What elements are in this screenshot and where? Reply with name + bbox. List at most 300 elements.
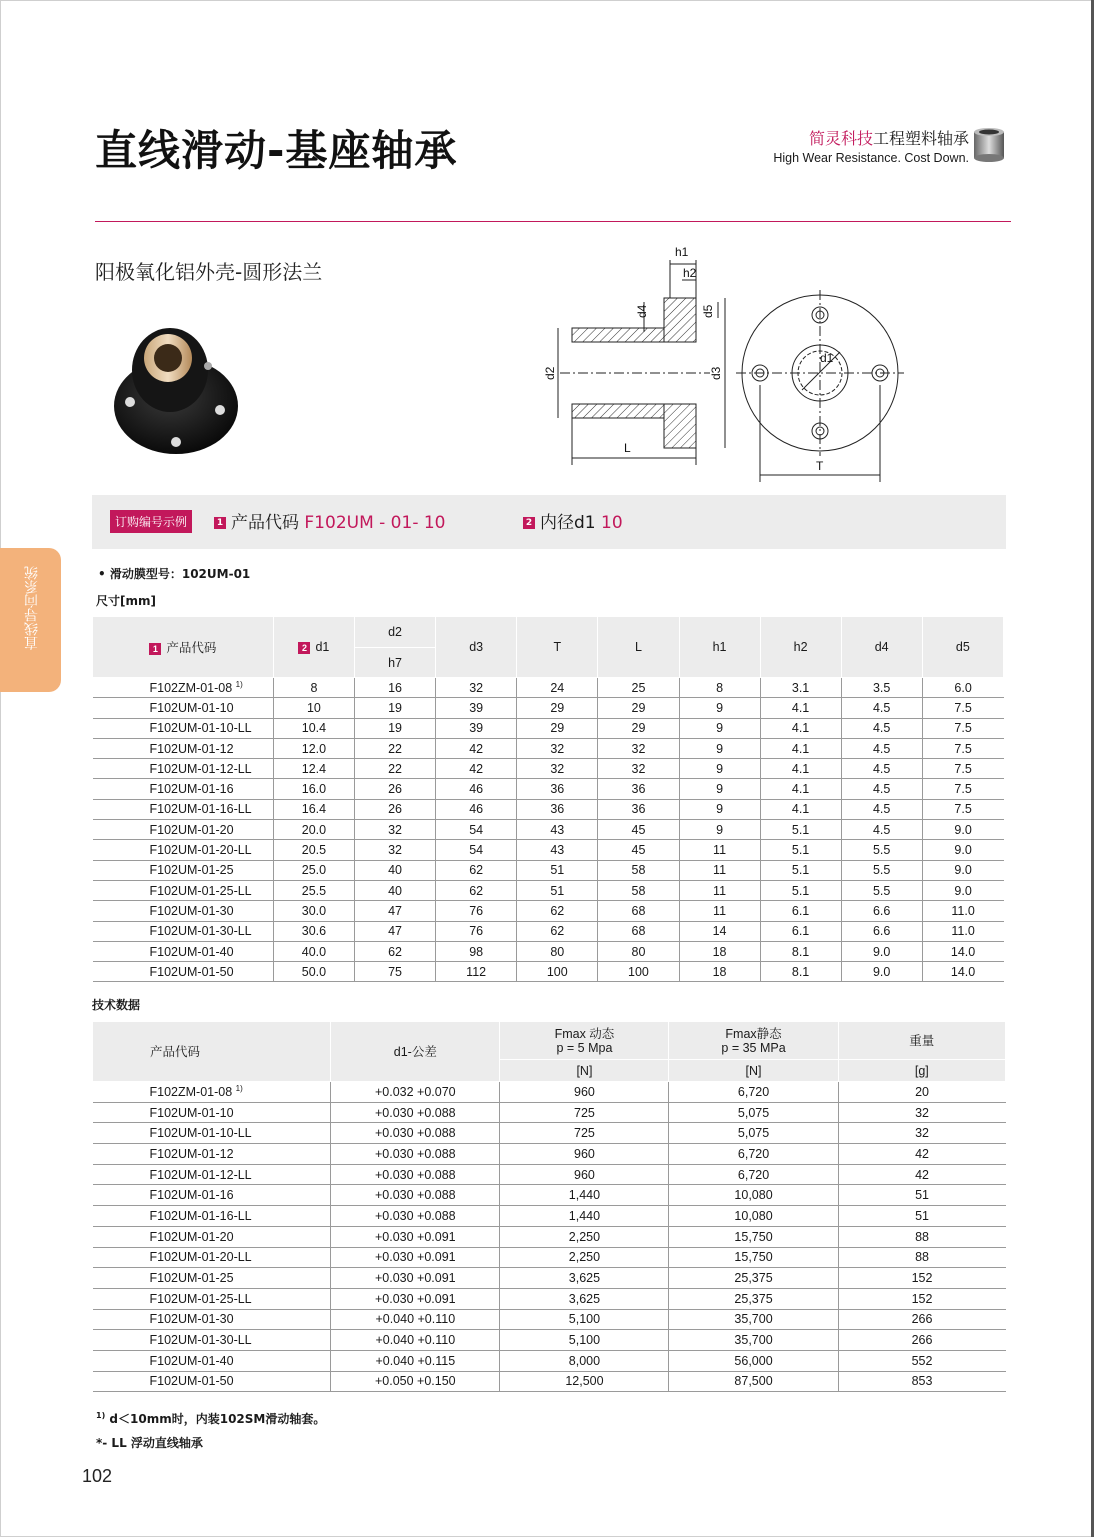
- t2-cell-value: 20: [915, 1084, 929, 1099]
- t1-cell-value: 25.0: [301, 863, 327, 878]
- table-row: [93, 901, 1004, 921]
- section-subtitle: 阳极氧化铝外壳-圆形法兰: [95, 260, 323, 284]
- t1-cell-value: 36: [631, 782, 646, 797]
- t2-cell-value: 87,500: [734, 1374, 773, 1389]
- footnote-1-text: d＜10mm时，内装102SM滑动轴套。: [109, 1412, 326, 1426]
- t1-cell: [760, 901, 841, 921]
- table-row: [93, 820, 1004, 840]
- t1-cell: [598, 860, 679, 880]
- t1-cell: [517, 718, 598, 738]
- table-row: [93, 1309, 1006, 1330]
- t1-cell-value: 8: [716, 680, 724, 695]
- t2-cell-value: 15,750: [734, 1229, 773, 1244]
- t1-cell-value: 43: [550, 843, 565, 858]
- t1-cell-value: 46: [469, 802, 484, 817]
- t2-cell: [669, 1164, 838, 1185]
- t1-cell-value: 22: [388, 761, 403, 776]
- t2-cell: [838, 1144, 1005, 1165]
- t1-cell-value: 4.5: [872, 700, 891, 715]
- t1-cell-value: 54: [469, 843, 484, 858]
- dimensions-table: [92, 616, 1004, 982]
- t2-cell-value: F102UM-01-40: [149, 1353, 234, 1368]
- t1-cell-value: 7.5: [954, 741, 972, 756]
- t1-cell-value: 51: [550, 883, 565, 898]
- t1-cell: [517, 840, 598, 860]
- t1-cell-value: 62: [388, 944, 403, 959]
- t1-cell-value: 32: [631, 761, 646, 776]
- t1-cell: [679, 678, 760, 698]
- t1-cell: [922, 840, 1003, 860]
- t1-cell: [355, 840, 436, 860]
- t2-cell: [838, 1102, 1005, 1123]
- t1-cell: [679, 921, 760, 941]
- table-row: [93, 678, 1004, 698]
- t1-cell: [760, 921, 841, 941]
- t2-cell-value: F102UM-01-30-LL: [149, 1333, 252, 1348]
- t1-cell: [273, 901, 354, 921]
- t2-cell-value: 2,250: [568, 1250, 601, 1265]
- t2-cell-value: 5,075: [737, 1126, 770, 1141]
- t1-cell: [355, 759, 436, 779]
- t2-cell-value: 266: [911, 1312, 933, 1327]
- t1-cell-value: 32: [631, 741, 646, 756]
- table-row: [93, 1268, 1006, 1289]
- t2-cell-value: F102UM-01-25-LL: [149, 1291, 252, 1306]
- t1-cell: [436, 921, 517, 941]
- t1-cell: [436, 901, 517, 921]
- t1-cell: [679, 799, 760, 819]
- t1-cell: [355, 718, 436, 738]
- t1-cell: [355, 880, 436, 900]
- t1-cell-value: 58: [631, 883, 646, 898]
- t2-cell-value: +0.040 +0.110: [375, 1312, 456, 1327]
- t2-cell: [669, 1185, 838, 1206]
- t2-cell: [669, 1102, 838, 1123]
- tech-note: 技术数据: [92, 998, 141, 1012]
- t2-footnote-mark: 1): [235, 1084, 243, 1094]
- t1-cell: [841, 820, 922, 840]
- t2-cell: [669, 1082, 838, 1103]
- t1-cell-value: 112: [466, 964, 487, 979]
- t2-cell-value: 725: [574, 1105, 595, 1120]
- t1-cell: [273, 799, 354, 819]
- t1-header-T: T: [517, 617, 598, 678]
- t2-cell-value: F102ZM-01-08: [149, 1085, 233, 1100]
- t2-cell-value: +0.030 +0.091: [374, 1250, 456, 1265]
- t2-cell-value: +0.030 +0.091: [374, 1229, 456, 1244]
- t2-cell-value: 6,720: [737, 1167, 770, 1182]
- t1-cell-value: 54: [469, 822, 484, 837]
- t2-cell: [669, 1330, 838, 1351]
- t1-cell: [760, 698, 841, 718]
- t2-cell: [93, 1144, 331, 1165]
- t1-cell-value: 32: [388, 822, 403, 837]
- t1-cell-value: 20.0: [301, 822, 327, 837]
- t1-cell-value: 62: [469, 863, 484, 878]
- table-row: [93, 1102, 1006, 1123]
- t2-cell: [93, 1206, 331, 1227]
- t1-cell: [93, 678, 274, 698]
- t1-cell-value: 6.0: [954, 680, 972, 695]
- brand-block: [773, 126, 969, 165]
- t1-cell: [760, 941, 841, 961]
- t1-cell: [679, 718, 760, 738]
- t2-cell: [838, 1185, 1005, 1206]
- t1-cell-value: 14: [712, 924, 727, 939]
- t2-cell: [838, 1330, 1005, 1351]
- footnote-1-mark: 1): [96, 1411, 106, 1420]
- t1-cell-value: 16.0: [301, 782, 327, 797]
- t1-cell-value: F102UM-01-10: [149, 700, 234, 715]
- table-row: [93, 921, 1004, 941]
- t1-cell-value: F102UM-01-25-LL: [149, 883, 252, 898]
- t1-cell-value: 18: [712, 944, 727, 959]
- t2-cell: [93, 1309, 331, 1330]
- t2-cell: [500, 1206, 669, 1227]
- t1-cell-value: 4.1: [791, 741, 810, 756]
- table-row: [93, 840, 1004, 860]
- t1-cell: [93, 901, 274, 921]
- t1-cell-value: F102UM-01-10-LL: [149, 721, 252, 736]
- t1-cell-value: 9.0: [954, 863, 972, 878]
- t2-cell-value: 25,375: [734, 1291, 773, 1306]
- t2-cell-value: 51: [915, 1188, 929, 1203]
- t2-cell-value: F102UM-01-12: [149, 1146, 234, 1161]
- t1-cell: [841, 962, 922, 982]
- t2-cell-value: 152: [911, 1271, 933, 1286]
- t1-cell: [355, 738, 436, 758]
- t2-header-fstat: [669, 1022, 838, 1060]
- t1-cell: [598, 738, 679, 758]
- dims-note: 尺寸[mm]: [96, 594, 156, 608]
- t1-cell-value: 9: [716, 700, 724, 715]
- t1-cell-value: 29: [550, 721, 565, 736]
- t1-cell: [436, 840, 517, 860]
- t1-cell: [93, 880, 274, 900]
- t2-fdyn-p: p = 5 Mpa: [556, 1040, 613, 1055]
- t1-cell-value: F102UM-01-30: [149, 903, 234, 918]
- t2-cell-value: 2,250: [568, 1229, 601, 1244]
- t1-cell: [273, 921, 354, 941]
- t2-cell: [331, 1247, 500, 1268]
- t1-cell-value: 5.5: [872, 843, 891, 858]
- t1-cell-value: F102UM-01-20: [149, 822, 234, 837]
- order-d1: [523, 508, 623, 533]
- t1-cell-value: 32: [388, 843, 403, 858]
- t1-cell: [355, 779, 436, 799]
- t2-cell-value: +0.030 +0.088: [374, 1146, 456, 1161]
- t1-cell-value: 9.0: [954, 883, 972, 898]
- label-d1: d1: [820, 351, 834, 365]
- t1-cell-value: F102UM-01-40: [149, 944, 234, 959]
- t1-cell-value: 40: [388, 863, 403, 878]
- t1-cell-value: 8.1: [791, 964, 810, 979]
- t1-cell-value: 11.0: [951, 924, 975, 939]
- t1-cell: [598, 799, 679, 819]
- t1-cell: [273, 718, 354, 738]
- t2-cell: [331, 1330, 500, 1351]
- t2-cell-value: +0.030 +0.088: [374, 1126, 456, 1141]
- t2-cell: [669, 1288, 838, 1309]
- table-row: [93, 718, 1004, 738]
- table-row: [93, 1206, 1006, 1227]
- label-L: L: [624, 441, 631, 455]
- t1-cell: [922, 779, 1003, 799]
- t1-cell-value: 11: [713, 903, 727, 918]
- table-row: [93, 759, 1004, 779]
- t2-cell: [93, 1226, 331, 1247]
- t2-cell-value: 35,700: [734, 1333, 773, 1348]
- t1-cell: [598, 820, 679, 840]
- t2-cell-value: 853: [911, 1374, 933, 1389]
- t1-cell: [273, 678, 354, 698]
- t1-cell-value: 4.1: [791, 782, 810, 797]
- t1-cell: [841, 799, 922, 819]
- t1-cell-value: 32: [550, 741, 565, 756]
- page-number: 102: [82, 1466, 113, 1486]
- t1-cell: [760, 962, 841, 982]
- t1-cell: [922, 678, 1003, 698]
- t2-cell-value: +0.032 +0.070: [374, 1084, 456, 1099]
- t1-cell: [517, 799, 598, 819]
- t2-cell-value: +0.030 +0.091: [374, 1271, 456, 1286]
- t1-cell: [355, 962, 436, 982]
- t1-cell-value: 26: [388, 782, 403, 797]
- t1-cell: [841, 840, 922, 860]
- film-note: • 滑动膜型号：102UM-01: [98, 567, 251, 581]
- t1-header-d2: d2: [355, 617, 436, 648]
- t1-cell-value: 39: [469, 721, 484, 736]
- t1-cell-value: 68: [631, 924, 646, 939]
- table-row: [93, 1144, 1006, 1165]
- t1-cell: [679, 698, 760, 718]
- t1-cell: [841, 718, 922, 738]
- t1-cell-value: 58: [631, 863, 646, 878]
- t1-cell: [273, 840, 354, 860]
- t1-cell: [93, 860, 274, 880]
- t2-cell: [331, 1371, 500, 1392]
- t2-cell-value: 42: [915, 1146, 929, 1161]
- film-note-text: 滑动膜型号：102UM-01: [109, 567, 251, 581]
- table-row: [93, 799, 1004, 819]
- t2-cell-value: 88: [915, 1229, 929, 1244]
- t1-cell-value: 5.1: [791, 863, 810, 878]
- t1-cell-value: 5.1: [791, 822, 810, 837]
- t1-cell-value: 42: [469, 761, 484, 776]
- t1-cell-value: 5.1: [791, 883, 810, 898]
- t1-cell: [93, 698, 274, 718]
- t2-cell: [669, 1206, 838, 1227]
- t1-cell: [273, 962, 354, 982]
- t1-body: [93, 678, 1004, 982]
- t1-cell: [93, 820, 274, 840]
- t2-unit-n1: [N]: [500, 1060, 669, 1082]
- t1-cell-value: 47: [388, 924, 403, 939]
- t1-num-badge-2: 2: [298, 642, 310, 654]
- t1-cell: [355, 941, 436, 961]
- t2-cell: [93, 1164, 331, 1185]
- t1-cell: [436, 799, 517, 819]
- t1-cell: [93, 799, 274, 819]
- label-d4: d4: [635, 304, 649, 318]
- t1-cell: [355, 799, 436, 819]
- t1-cell: [760, 718, 841, 738]
- t2-cell: [93, 1082, 331, 1103]
- t1-cell: [436, 738, 517, 758]
- t1-cell-value: 42: [469, 741, 484, 756]
- t1-cell-value: 4.5: [872, 761, 891, 776]
- t1-cell: [841, 901, 922, 921]
- t2-cell: [669, 1247, 838, 1268]
- t1-cell-value: 7.5: [954, 761, 972, 776]
- t1-cell-value: 46: [469, 782, 484, 797]
- t1-cell: [598, 941, 679, 961]
- t1-cell: [355, 698, 436, 718]
- t1-cell-value: 4.5: [872, 721, 891, 736]
- t1-cell-value: 6.6: [872, 924, 891, 939]
- t1-cell: [273, 860, 354, 880]
- t1-cell-value: 80: [631, 944, 646, 959]
- t1-cell-value: 18: [712, 964, 727, 979]
- t2-cell-value: 32: [915, 1126, 929, 1141]
- t1-cell-value: F102UM-01-20-LL: [149, 843, 252, 858]
- t1-cell: [273, 941, 354, 961]
- t1-cell: [93, 921, 274, 941]
- t1-cell-value: 4.5: [872, 802, 891, 817]
- t1-cell: [436, 678, 517, 698]
- t1-cell-value: F102UM-01-50: [149, 964, 234, 979]
- t1-cell: [679, 840, 760, 860]
- t2-cell: [500, 1226, 669, 1247]
- t1-cell: [93, 759, 274, 779]
- t1-cell-value: 6.1: [791, 924, 810, 939]
- t2-cell-value: 51: [915, 1208, 929, 1223]
- t1-cell: [93, 962, 274, 982]
- t1-cell-value: 4.5: [872, 822, 891, 837]
- t1-cell: [922, 738, 1003, 758]
- t2-cell-value: 56,000: [734, 1353, 773, 1368]
- t2-cell: [331, 1268, 500, 1289]
- t1-cell-value: 36: [550, 802, 565, 817]
- table-row: [93, 1350, 1006, 1371]
- t1-cell-value: 40.0: [301, 944, 327, 959]
- t1-header-d1-label: d1: [315, 640, 330, 654]
- t1-cell-value: 4.1: [791, 700, 810, 715]
- t1-cell: [436, 962, 517, 982]
- t1-cell: [760, 860, 841, 880]
- table-row: [93, 779, 1004, 799]
- t1-header-h7: h7: [355, 648, 436, 678]
- t1-cell-value: 25: [631, 680, 646, 695]
- t2-cell: [838, 1226, 1005, 1247]
- t1-cell: [841, 860, 922, 880]
- order-code-value: F102UM - 01- 10: [304, 513, 446, 533]
- t1-cell-value: 4.1: [791, 721, 810, 736]
- t2-cell: [500, 1123, 669, 1144]
- t1-cell: [355, 921, 436, 941]
- t2-cell-value: F102UM-01-16: [149, 1188, 234, 1203]
- t1-cell-value: 11.0: [951, 903, 975, 918]
- brand-name-pink: 简灵科技: [808, 129, 873, 148]
- t1-cell-value: 98: [469, 944, 484, 959]
- order-code: [214, 508, 446, 533]
- t1-cell: [355, 820, 436, 840]
- t1-cell-value: F102UM-01-30-LL: [149, 924, 252, 939]
- t1-cell-value: 7.5: [954, 700, 972, 715]
- table-row: [93, 941, 1004, 961]
- t1-cell-value: 11: [713, 863, 727, 878]
- t1-cell-value: F102UM-01-12-LL: [149, 761, 252, 776]
- t2-cell: [669, 1350, 838, 1371]
- t1-cell-value: 75: [388, 964, 403, 979]
- t2-cell-value: 32: [915, 1105, 929, 1120]
- t1-cell-value: 6.6: [872, 903, 891, 918]
- t1-cell-value: 10.4: [301, 721, 327, 736]
- technical-table: [92, 1021, 1006, 1392]
- t2-cell-value: 5,100: [568, 1333, 601, 1348]
- t1-cell: [841, 759, 922, 779]
- t1-cell: [355, 678, 436, 698]
- t1-cell-value: 5.1: [791, 843, 810, 858]
- t2-cell-value: 266: [911, 1333, 933, 1348]
- t1-cell-value: 36: [550, 782, 565, 797]
- t1-cell: [517, 820, 598, 840]
- t1-cell: [436, 880, 517, 900]
- t2-cell: [93, 1330, 331, 1351]
- t2-cell-value: 3,625: [568, 1271, 601, 1286]
- t1-cell-value: F102UM-01-16: [149, 782, 234, 797]
- t2-cell-value: 5,100: [568, 1312, 601, 1327]
- t1-cell-value: 9: [716, 761, 724, 776]
- label-h1: h1: [675, 245, 689, 259]
- t1-cell-value: 36: [631, 802, 646, 817]
- t1-cell: [436, 779, 517, 799]
- t2-cell: [500, 1102, 669, 1123]
- t2-cell-value: +0.030 +0.088: [374, 1167, 456, 1182]
- t2-cell-value: 725: [574, 1126, 595, 1141]
- t1-cell-value: 32: [469, 680, 484, 695]
- t1-cell: [517, 738, 598, 758]
- t2-cell: [331, 1185, 500, 1206]
- t1-cell: [598, 698, 679, 718]
- t1-cell-value: 4.5: [872, 782, 891, 797]
- t1-cell: [922, 921, 1003, 941]
- t1-header-d4: d4: [841, 617, 922, 678]
- t1-cell: [436, 820, 517, 840]
- t2-cell-value: 3,625: [568, 1291, 601, 1306]
- t2-cell: [669, 1144, 838, 1165]
- t1-cell: [679, 779, 760, 799]
- product-photo: [110, 318, 240, 458]
- t2-cell-value: 960: [574, 1167, 595, 1182]
- t2-cell-value: 1,440: [568, 1208, 601, 1223]
- t2-cell-value: 42: [915, 1167, 929, 1182]
- t1-cell-value: 12.0: [301, 741, 327, 756]
- t2-cell: [331, 1144, 500, 1165]
- t1-cell-value: 16.4: [301, 802, 327, 817]
- t2-body: [93, 1082, 1006, 1392]
- t1-cell: [841, 921, 922, 941]
- t1-cell: [273, 698, 354, 718]
- t1-footnote-mark: 1): [235, 680, 243, 690]
- t1-cell-value: 9: [716, 782, 724, 797]
- t1-cell-value: F102UM-01-12: [149, 741, 234, 756]
- t1-cell: [922, 901, 1003, 921]
- t2-header-tol: d1-公差: [331, 1022, 500, 1082]
- t1-cell: [841, 698, 922, 718]
- t2-cell: [500, 1371, 669, 1392]
- t1-cell: [679, 820, 760, 840]
